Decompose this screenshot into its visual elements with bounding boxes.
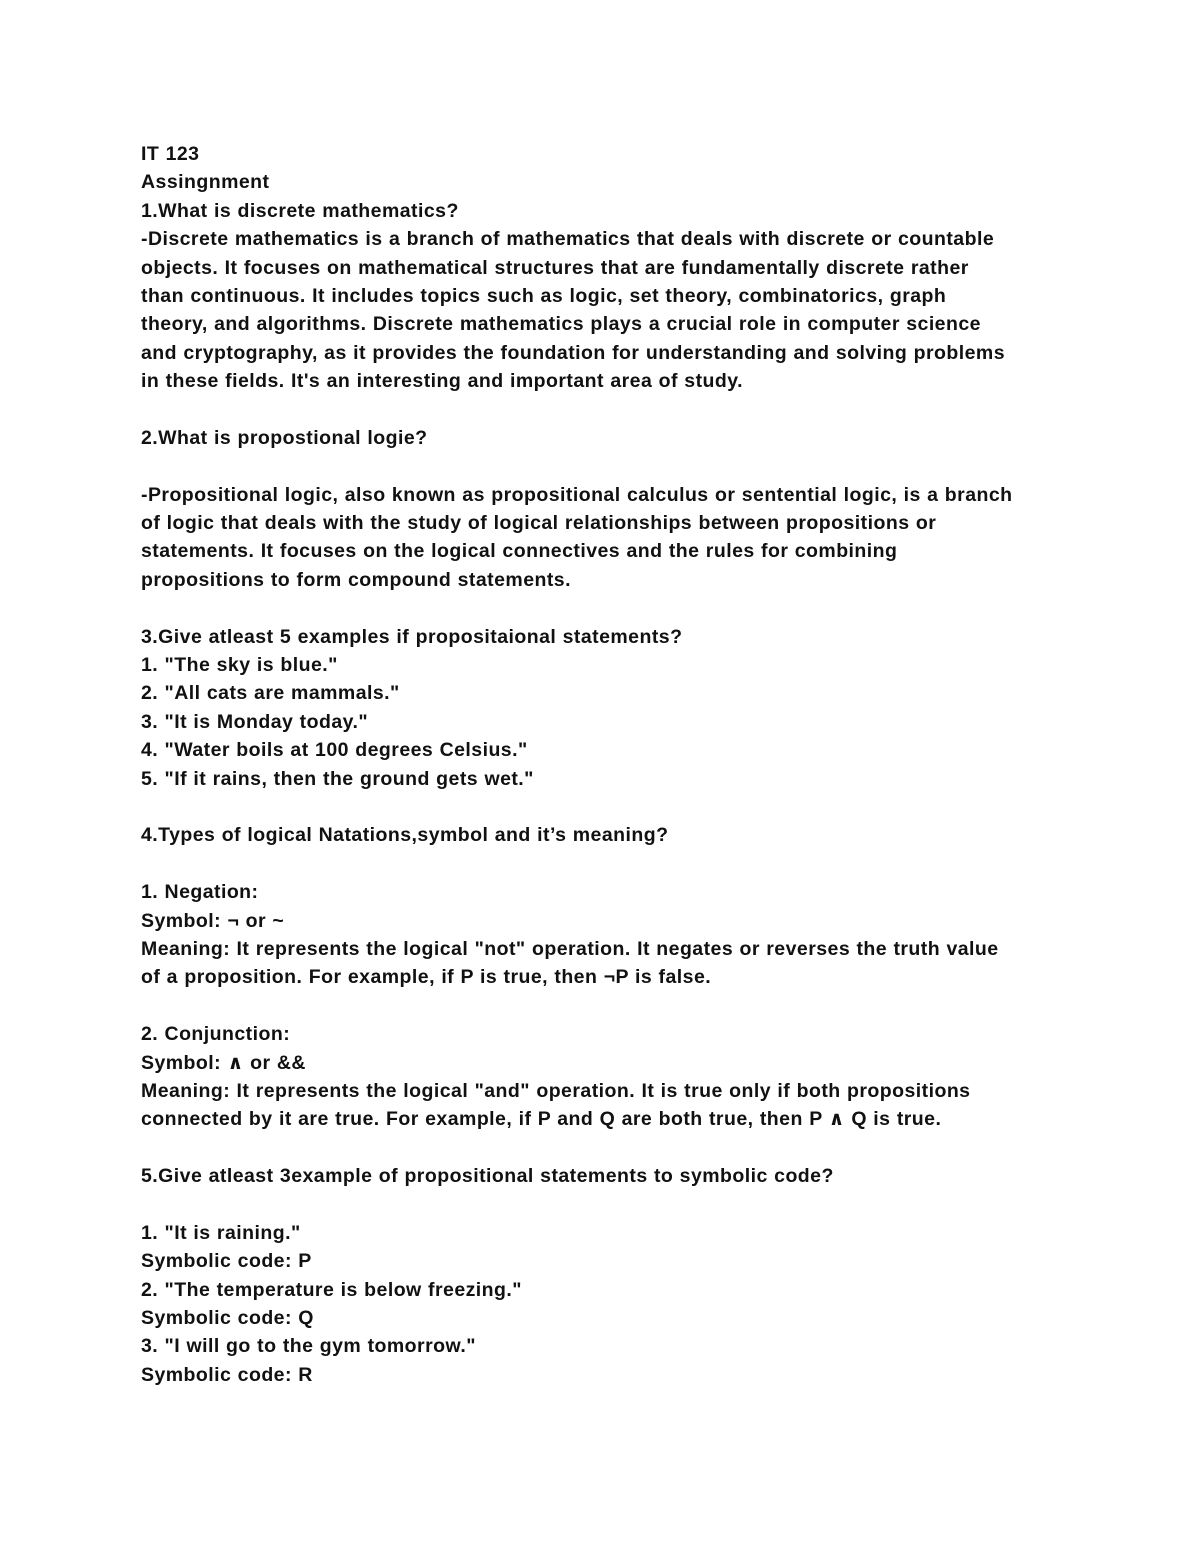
statement-item: 3. "I will go to the gym tomorrow." xyxy=(141,1335,476,1358)
example-item: 2. "All cats are mammals." xyxy=(141,682,400,705)
paragraph-gap xyxy=(141,396,1081,424)
statement-item: 1. "It is raining." xyxy=(141,1221,301,1244)
answer-2-line: of logic that deals with the study of logical relationships between propositions or xyxy=(141,512,937,535)
negation-symbol: Symbol: ¬ or ~ xyxy=(141,909,285,932)
paragraph-gap xyxy=(141,1134,1081,1162)
question-5: 5.Give atleast 3example of propositional statements to symbolic code? xyxy=(141,1165,834,1188)
negation-meaning-line: Meaning: It represents the logical "not" operation. It negates or reverses the truth value xyxy=(141,937,999,960)
conjunction-meaning-line: connected by it are true. For example, if P and Q are both true, then P ∧ Q is true. xyxy=(141,1108,942,1131)
question-4: 4.Types of logical Natations,symbol and it’s meaning? xyxy=(141,824,669,847)
example-item: 1. "The sky is blue." xyxy=(141,654,338,677)
document-page xyxy=(141,140,1081,1389)
answer-1-line: -Discrete mathematics is a branch of mathematics that deals with discrete or countable xyxy=(141,228,995,251)
paragraph-gap xyxy=(141,850,1081,878)
paragraph-gap xyxy=(141,1190,1081,1218)
paragraph-gap xyxy=(141,452,1081,480)
negation-title: 1. Negation: xyxy=(141,881,259,904)
course-code: IT 123 xyxy=(141,143,200,165)
example-item: 4. "Water boils at 100 degrees Celsius." xyxy=(141,739,528,762)
example-item: 3. "It is Monday today." xyxy=(141,710,369,733)
answer-1-line: than continuous. It includes topics such as logic, set theory, combinatorics, graph xyxy=(141,284,947,307)
statement-item: 2. "The temperature is below freezing." xyxy=(141,1278,522,1301)
conjunction-symbol: Symbol: ∧ or && xyxy=(141,1051,306,1074)
answer-1-line: in these fields. It's an interesting and important area of study. xyxy=(141,370,743,393)
paragraph-gap xyxy=(141,793,1081,821)
example-item: 5. "If it rains, then the ground gets wet." xyxy=(141,767,534,790)
answer-2-line: statements. It focuses on the logical connectives and the rules for combining xyxy=(141,540,898,563)
symbolic-code: Symbolic code: Q xyxy=(141,1307,314,1330)
conjunction-title: 2. Conjunction: xyxy=(141,1023,291,1046)
question-1: 1.What is discrete mathematics? xyxy=(141,199,459,222)
answer-2-line: -Propositional logic, also known as propositional calculus or sentential logic, is a branch xyxy=(141,483,1013,506)
answer-1-line: objects. It focuses on mathematical structures that are fundamentally discrete rather xyxy=(141,256,969,279)
question-2: 2.What is propostional logie? xyxy=(141,426,428,449)
paragraph-gap xyxy=(141,594,1081,622)
paragraph-gap xyxy=(141,992,1081,1020)
symbolic-code: Symbolic code: R xyxy=(141,1363,313,1386)
negation-meaning-line: of a proposition. For example, if P is true, then ¬P is false. xyxy=(141,966,712,989)
answer-1-line: and cryptography, as it provides the foundation for understanding and solving problems xyxy=(141,341,1005,364)
answer-2-line: propositions to form compound statements. xyxy=(141,568,571,591)
answer-1-line: theory, and algorithms. Discrete mathematics plays a crucial role in computer science xyxy=(141,313,981,336)
question-3: 3.Give atleast 5 examples if propositaional statements? xyxy=(141,625,683,648)
document-title: Assingnment xyxy=(141,171,270,194)
conjunction-meaning-line: Meaning: It represents the logical "and" operation. It is true only if both propositions xyxy=(141,1079,971,1102)
symbolic-code: Symbolic code: P xyxy=(141,1250,312,1273)
